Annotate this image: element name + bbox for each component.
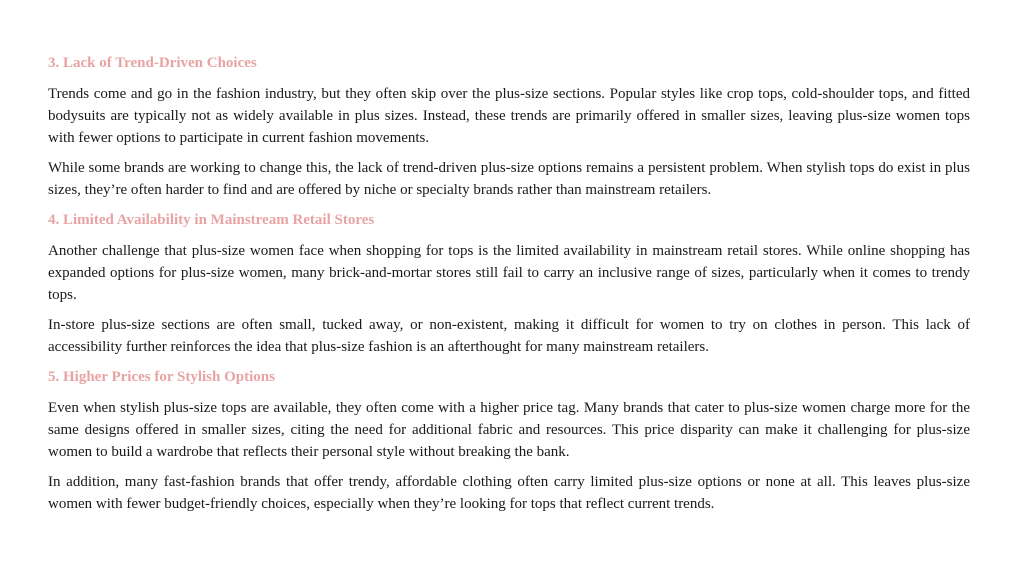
paragraph: While some brands are working to change this, the lack of trend-driven plus-size options remains a persistent problem. When stylish tops do exist in plus sizes, they’re often harder to find and are offered by niche or specialty brands rather than mainstream retailers. <box>48 160 970 198</box>
paragraph: In addition, many fast-fashion brands that offer trendy, affordable clothing often carry limited plus-size options or none at all. This leaves plus-size women with fewer budget-friendly choices, especially when they’re looking for tops that reflect current trends. <box>48 474 970 512</box>
section-retail-availability <box>48 209 970 358</box>
section-heading: 5. Higher Prices for Stylish Options <box>48 369 275 385</box>
document-body <box>48 52 970 523</box>
section-higher-prices <box>48 366 970 515</box>
section-heading: 4. Limited Availability in Mainstream Retail Stores <box>48 212 375 228</box>
paragraph: In-store plus-size sections are often small, tucked away, or non-existent, making it difficult for women to try on clothes in person. This lack of accessibility further reinforces the idea that plus-size fashion is an afterthought for many mainstream retailers. <box>48 317 970 355</box>
paragraph: Even when stylish plus-size tops are available, they often come with a higher price tag. Many brands that cater to plus-size women charge more for the same designs offered in smaller sizes, citing the need for additional fabric and resources. This price disparity can make it challenging for plus-size women to build a wardrobe that reflects their personal style without breaking the bank. <box>48 400 970 460</box>
section-trend-driven <box>48 52 970 201</box>
paragraph: Trends come and go in the fashion industry, but they often skip over the plus-size sections. Popular styles like crop tops, cold-shoulder tops, and fitted bodysuits are typically not as widely available in plus sizes. Instead, these trends are primarily offered in smaller sizes, leaving plus-size women tops with fewer options to participate in current fashion movements. <box>48 86 970 146</box>
paragraph: Another challenge that plus-size women face when shopping for tops is the limited availability in mainstream retail stores. While online shopping has expanded options for plus-size women, many brick-and-mortar stores still fail to carry an inclusive range of sizes, particularly when it comes to trendy tops. <box>48 243 970 303</box>
section-heading: 3. Lack of Trend-Driven Choices <box>48 55 257 71</box>
